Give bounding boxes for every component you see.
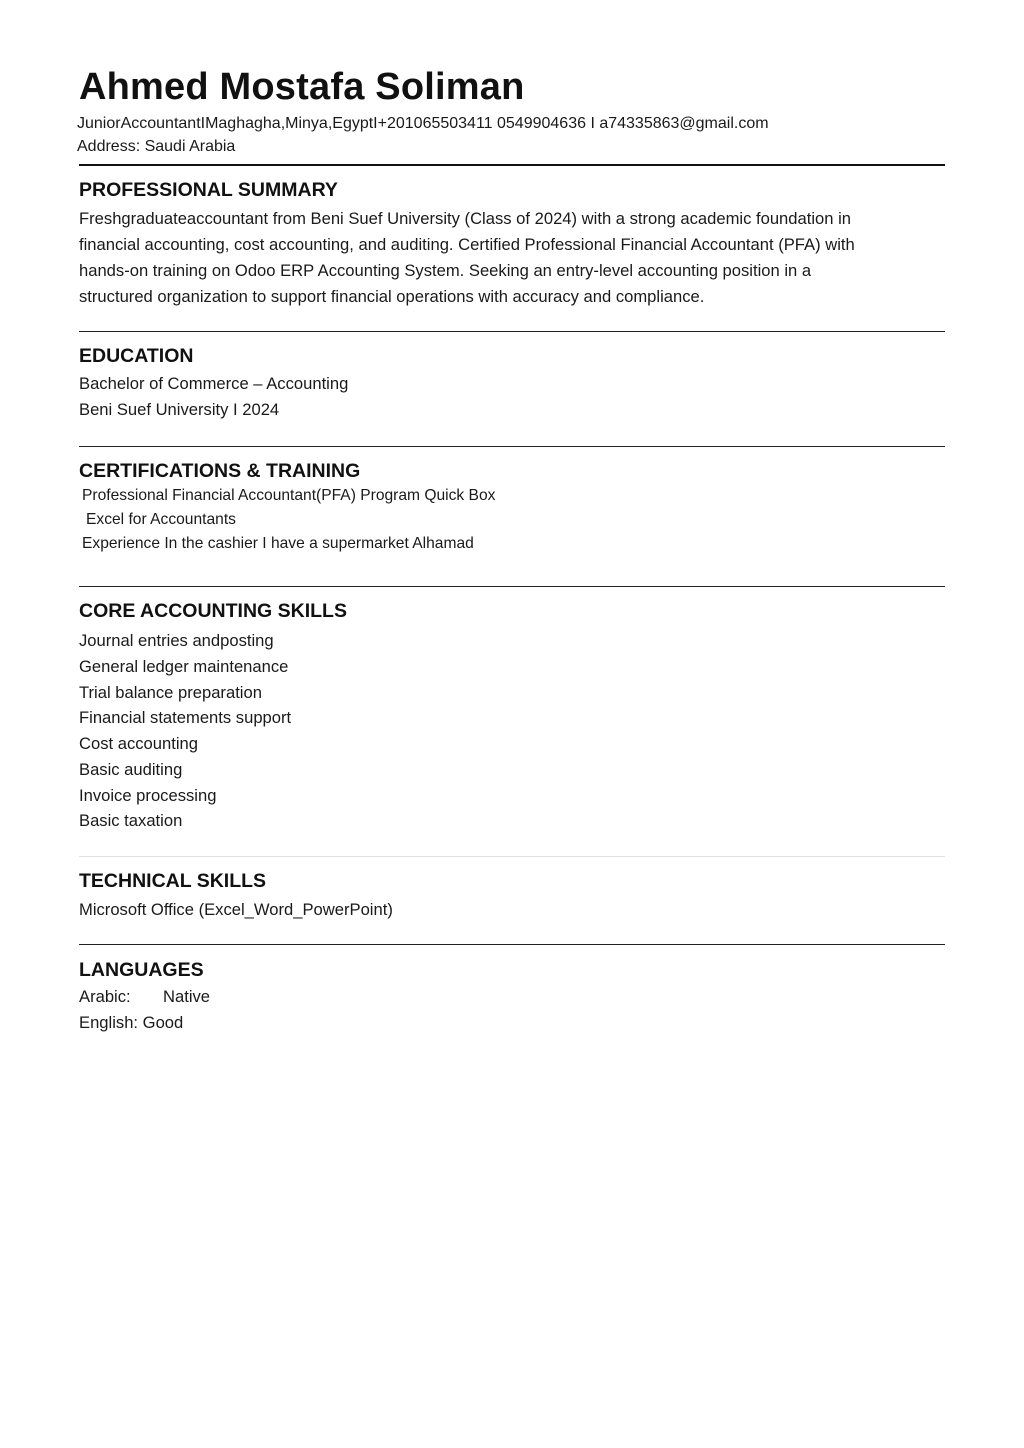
skill-item: General ledger maintenance <box>79 657 289 676</box>
languages-heading: LANGUAGES <box>79 959 204 981</box>
skill-item: Basic auditing <box>79 760 183 779</box>
skill-item: Journal entries andposting <box>79 631 274 650</box>
language-label: Arabic: <box>79 987 131 1006</box>
skill-item: Financial statements support <box>79 708 292 727</box>
summary-line: structured organization to support financial operations with accuracy and compliance. <box>79 287 705 306</box>
skill-item: Basic taxation <box>79 811 183 830</box>
contact-line: JuniorAccountantIMaghagha,Minya,EgyptI+201065503411 0549904636 I a74335863@gmail.com <box>77 115 769 132</box>
section-divider <box>79 944 945 945</box>
core-skills-heading: CORE ACCOUNTING SKILLS <box>79 600 347 622</box>
section-divider <box>79 586 945 587</box>
education-degree: Bachelor of Commerce – Accounting <box>79 374 349 393</box>
address-line: Address: Saudi Arabia <box>77 138 236 155</box>
language-row <box>79 987 210 1007</box>
education-heading: EDUCATION <box>79 345 194 367</box>
summary-line: financial accounting, cost accounting, and auditing. Certified Professional Financial Accountant (PFA) with <box>79 235 855 254</box>
certifications-heading: CERTIFICATIONS & TRAINING <box>79 460 361 482</box>
language-level: Good <box>142 1013 184 1032</box>
certification-item: Professional Financial Accountant(PFA) Program Quick Box <box>82 487 496 504</box>
skill-item: Trial balance preparation <box>79 683 262 702</box>
skill-item: Cost accounting <box>79 734 198 753</box>
summary-heading: PROFESSIONAL SUMMARY <box>79 179 338 201</box>
section-divider <box>79 331 945 332</box>
language-label: English: <box>79 1013 139 1032</box>
technical-item: Microsoft Office (Excel_Word_PowerPoint) <box>79 900 393 919</box>
skill-item: Invoice processing <box>79 786 217 805</box>
candidate-name: Ahmed Mostafa Soliman <box>79 66 525 108</box>
header-divider <box>79 164 945 166</box>
section-divider <box>79 856 945 857</box>
summary-line: hands-on training on Odoo ERP Accounting System. Seeking an entry-level accounting position in a <box>79 261 812 280</box>
summary-line: Freshgraduateaccountant from Beni Suef University (Class of 2024) with a strong academic foundation in <box>79 209 852 228</box>
education-school: Beni Suef University I 2024 <box>79 400 280 419</box>
language-level: Native <box>163 987 211 1006</box>
certification-item: Experience In the cashier I have a supermarket Alhamad <box>82 535 474 552</box>
technical-heading: TECHNICAL SKILLS <box>79 870 267 892</box>
certification-item: Excel for Accountants <box>86 511 236 528</box>
language-row <box>79 1013 183 1033</box>
section-divider <box>79 446 945 447</box>
